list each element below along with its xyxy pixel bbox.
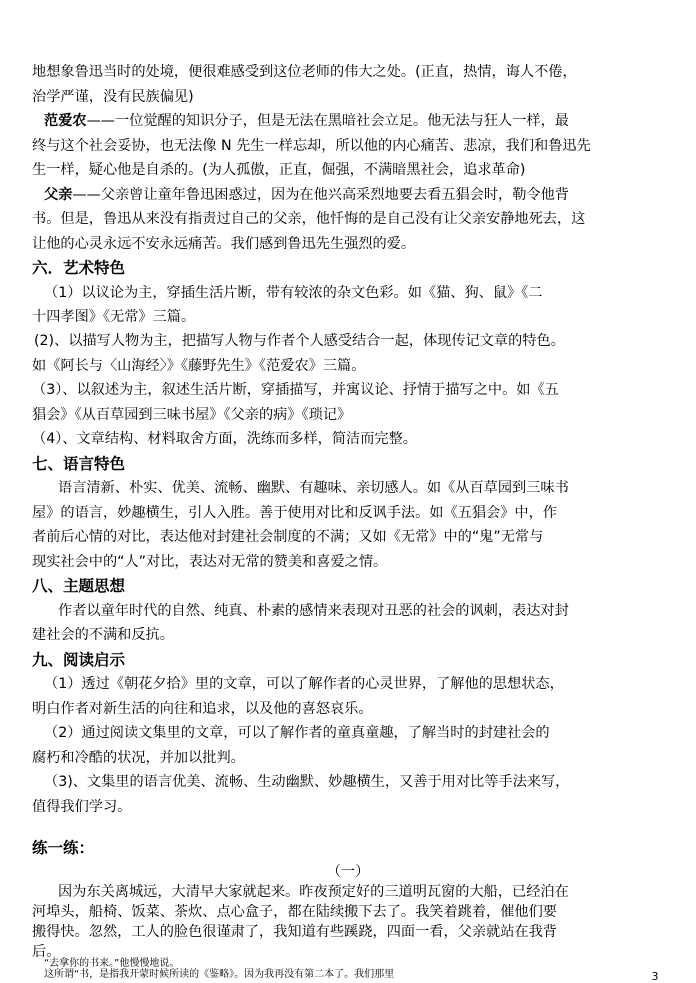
section-heading: 六．艺术特色	[32, 259, 126, 277]
text-line: （3）、以叙述为主，叙述生活片断，穿插描写，并寓议论、抒情于描写之中。如《五	[32, 382, 559, 398]
section-heading: 八、主题思想	[32, 577, 126, 595]
text-line: 现实社会中的“人”对比，表达对无常的赞美和喜爱之情。	[32, 554, 388, 570]
text-line: 明白作者对新生活的向往和追求，以及他的喜怒哀乐。	[32, 701, 373, 717]
text-line: 十四孝图》《无常》三篇。	[32, 309, 196, 325]
text-line: 让他的心灵永远不安永远痛苦。我们感到鲁迅先生强烈的爱。	[32, 236, 416, 252]
exercise-number: （一）	[326, 864, 370, 880]
text-line: （1）透过《朝花夕拾》里的文章，可以了解作者的心灵世界，了解他的思想状态，	[44, 676, 564, 692]
page-number: 3	[651, 970, 659, 983]
section-heading: 九、阅读启示	[32, 651, 126, 669]
text-line: 猖会》《从百草园到三味书屋》《父亲的病》《琐记》	[32, 407, 352, 423]
text-line: 语言清新、朴实、优美、流畅、幽默、有趣味、亲切感人。如《从百草园到三味书	[58, 480, 569, 496]
text-line: 书。但是，鲁迅从来没有指责过自己的父亲，他忏悔的是自己没有让父亲安静地死去，这	[32, 211, 586, 227]
text-line: （4）、文章结构、材料取舍方面，洗练而多样，简洁而完整。	[32, 431, 417, 447]
character-paragraph-father: 父亲——父亲曾让童年鲁迅困惑过，因为在他兴高采烈地要去看五猖会时，勒令他背	[44, 187, 569, 203]
text-line: 治学严谨，没有民族偏见)	[32, 89, 194, 105]
text-line: （1）以议论为主，穿插生活片断，带有较浓的杂文色彩。如《猫、狗、鼠》《二	[44, 285, 543, 301]
character-term: 范爱农	[44, 113, 87, 129]
exercise-heading: 练一练：	[32, 839, 95, 857]
text-line: 值得我们学习。	[32, 799, 132, 815]
text-line: “去拿你的书来。”他慢慢地说。	[44, 958, 180, 969]
text-line: （3)、文集里的语言优美、流畅、生动幽默、妙趣横生，又善于用对比等手法来写，	[44, 774, 570, 790]
text-line: 终与这个社会妥协，也无法像 N 先生一样忘却，所以他的内心痛苦、悲凉，我们和鲁迅先	[32, 138, 591, 154]
text-line: 作者以童年时代的自然、纯真、朴素的感情来表现对丑恶的社会的讽刺，表达对封	[58, 603, 569, 619]
section-heading: 七、语言特色	[32, 455, 126, 473]
text-line: 河埠头，船椅、饭菜、茶炊、点心盒子，都在陆续搬下去了。我笑着跳着，催他们要	[32, 904, 557, 920]
text-line: 屋》的语言，妙趣横生，引人入胜。善于使用对比和反讽手法。如《五猖会》中，作	[32, 505, 557, 521]
text-line: 如《阿长与〈山海经〉》《藤野先生》《范爱农》三篇。	[32, 358, 366, 374]
text-line: 建社会的不满和反抗。	[32, 627, 174, 643]
text-line: (2)、以描写人物为主，把描写人物与作者个人感受结合一起，体现传记文章的特色。	[34, 333, 565, 349]
text-line: 因为东关离城远，大清早大家就起来。昨夜预定好的三道明瓦窗的大船，已经泊在	[58, 884, 569, 900]
text-line: 者前后心情的对比，表达他对封建社会制度的不满；又如《无常》中的“鬼”无常与	[32, 529, 544, 545]
text-line: 地想象鲁迅当时的处境，便很难感受到这位老师的伟大之处。(正直，热情，诲人不倦，	[32, 64, 577, 80]
text-line: 腐朽和冷酷的状况，并加以批判。	[32, 750, 245, 766]
text-line: 这所谓“书，是指我开蒙时候所读的《鉴略》。因为我再没有第二本了。我们那里	[44, 969, 395, 980]
character-paragraph-fan-ainong: 范爱农——一位觉醒的知识分子，但是无法在黑暗社会立足。他无法与狂人一样，最	[44, 113, 569, 129]
character-term: 父亲	[44, 187, 73, 203]
text-line: 后。	[32, 944, 61, 960]
text-line: 搬得快。忽然，工人的脸色很谨肃了，我知道有些蹊跷，四面一看，父亲就站在我背	[32, 924, 557, 940]
text-line: 生一样，疑心他是自杀的。(为人孤傲，正直，倔强，不满暗黑社会，追求革命)	[32, 162, 526, 178]
text-line: （2）通过阅读文集里的文章，可以了解作者的童真童趣，了解当时的封建社会的	[44, 725, 550, 741]
